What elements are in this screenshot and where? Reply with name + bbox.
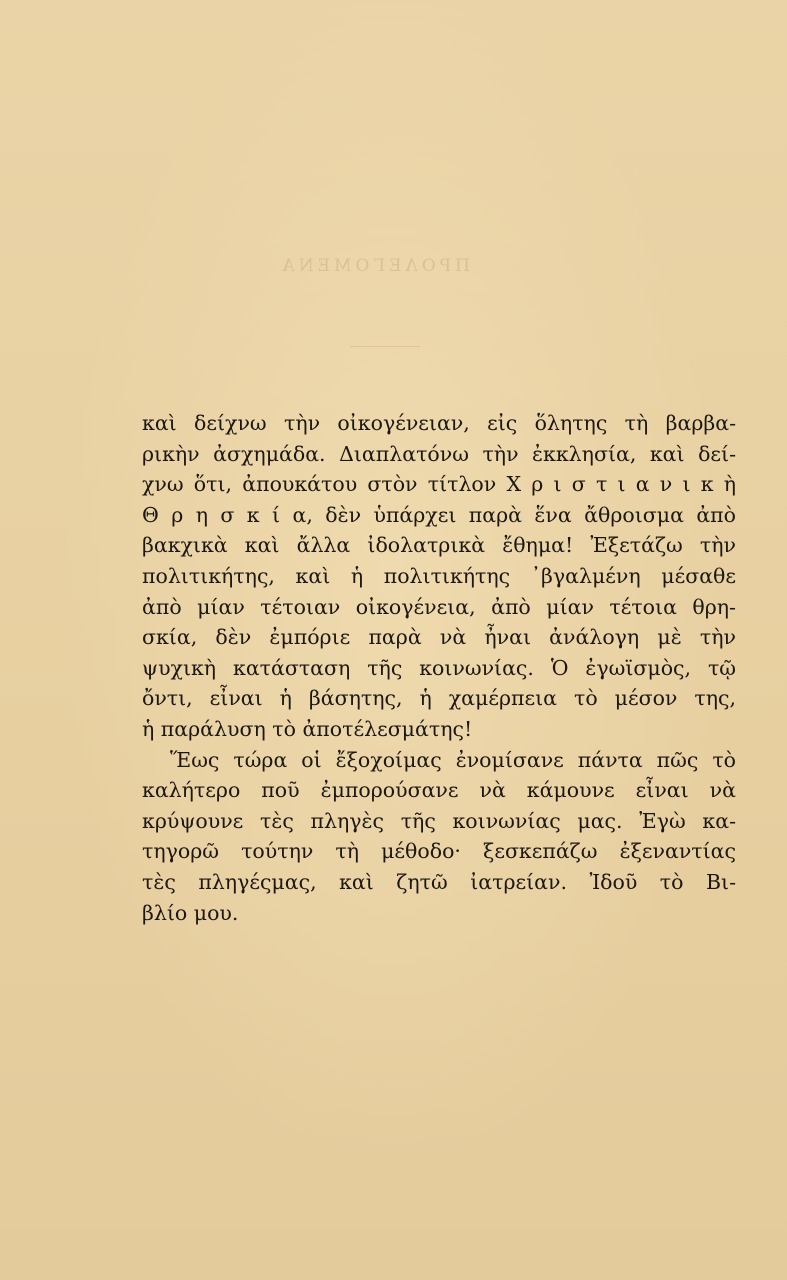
body-text xyxy=(142,408,736,928)
text-line: ὄντι, εἶναι ἡ βάσητης, ἡ χαμέρπεια τὸ μέσον της, xyxy=(142,686,736,711)
text-line: χνω ὅτι, ἀπουκάτου στὸν τίτλον Χ ρ ι σ τ ι α ν ι κ ὴ xyxy=(142,472,736,497)
text-line: σκία, δὲν ἐμπόριε παρὰ νὰ ἦναι ἀνάλογη μὲ τὴν xyxy=(142,625,736,650)
text-line: βακχικὰ καὶ ἄλλα ἰδολατρικὰ ἔθημα! Ἐξετάζω τὴν xyxy=(142,533,736,558)
text-line: καλήτερο ποῦ ἐμπορούσανε νὰ κάμουνε εἶναι νὰ xyxy=(142,778,736,803)
text-line: τηγορῶ τούτην τὴ μέθοδο· ξεσκεπάζω ἐξεναντίας xyxy=(142,839,736,864)
paragraph-1 xyxy=(142,408,736,745)
bleed-through-title: ΠΡΟΛΕΓΟΜΕΝΑ xyxy=(278,256,470,276)
text-line: ἀπὸ μίαν τέτοιαν οἰκογένεια, ἀπὸ μίαν τέτοια θρη- xyxy=(142,594,736,619)
text-line: ψυχικὴ κατάσταση τῆς κοινωνίας. Ὁ ἐγωϊσμὸς, τῷ xyxy=(142,655,736,680)
text-line: κρύψουνε τὲς πληγὲς τῆς κοινωνίας μας. Ἐγὼ κα- xyxy=(142,808,736,833)
paragraph-2 xyxy=(142,745,736,929)
text-line: καὶ δείχνω τὴν οἰκογένειαν, εἰς ὅλητης τὴ βαρβα- xyxy=(142,411,736,435)
text-line: ἡ παράλυση τὸ ἀποτέλεσμάτης! xyxy=(142,716,473,741)
text-line: πολιτικήτης, καὶ ἡ πολιτικήτης ᾿βγαλμένη μέσαθε xyxy=(142,563,736,588)
text-line: ρικὴν ἀσχημάδα. Διαπλατόνω τὴν ἐκκλησία, καὶ δεί- xyxy=(142,441,736,466)
text-line: βλίο μου. xyxy=(142,900,239,925)
text-line: Ἕως τώρα οἱ ἔξοχοίμας ἐνομίσανε πάντα πῶς τὸ xyxy=(170,747,736,772)
text-line: Θ ρ η σ κ ί α, δὲν ὑπάρχει παρὰ ἕνα ἄθροισμα ἀπὸ xyxy=(142,502,736,527)
text-line: τὲς πληγέςμας, καὶ ζητῶ ἰατρείαν. Ἰδοῦ τὸ Βι- xyxy=(142,869,736,894)
bleed-through-rule xyxy=(350,346,420,347)
